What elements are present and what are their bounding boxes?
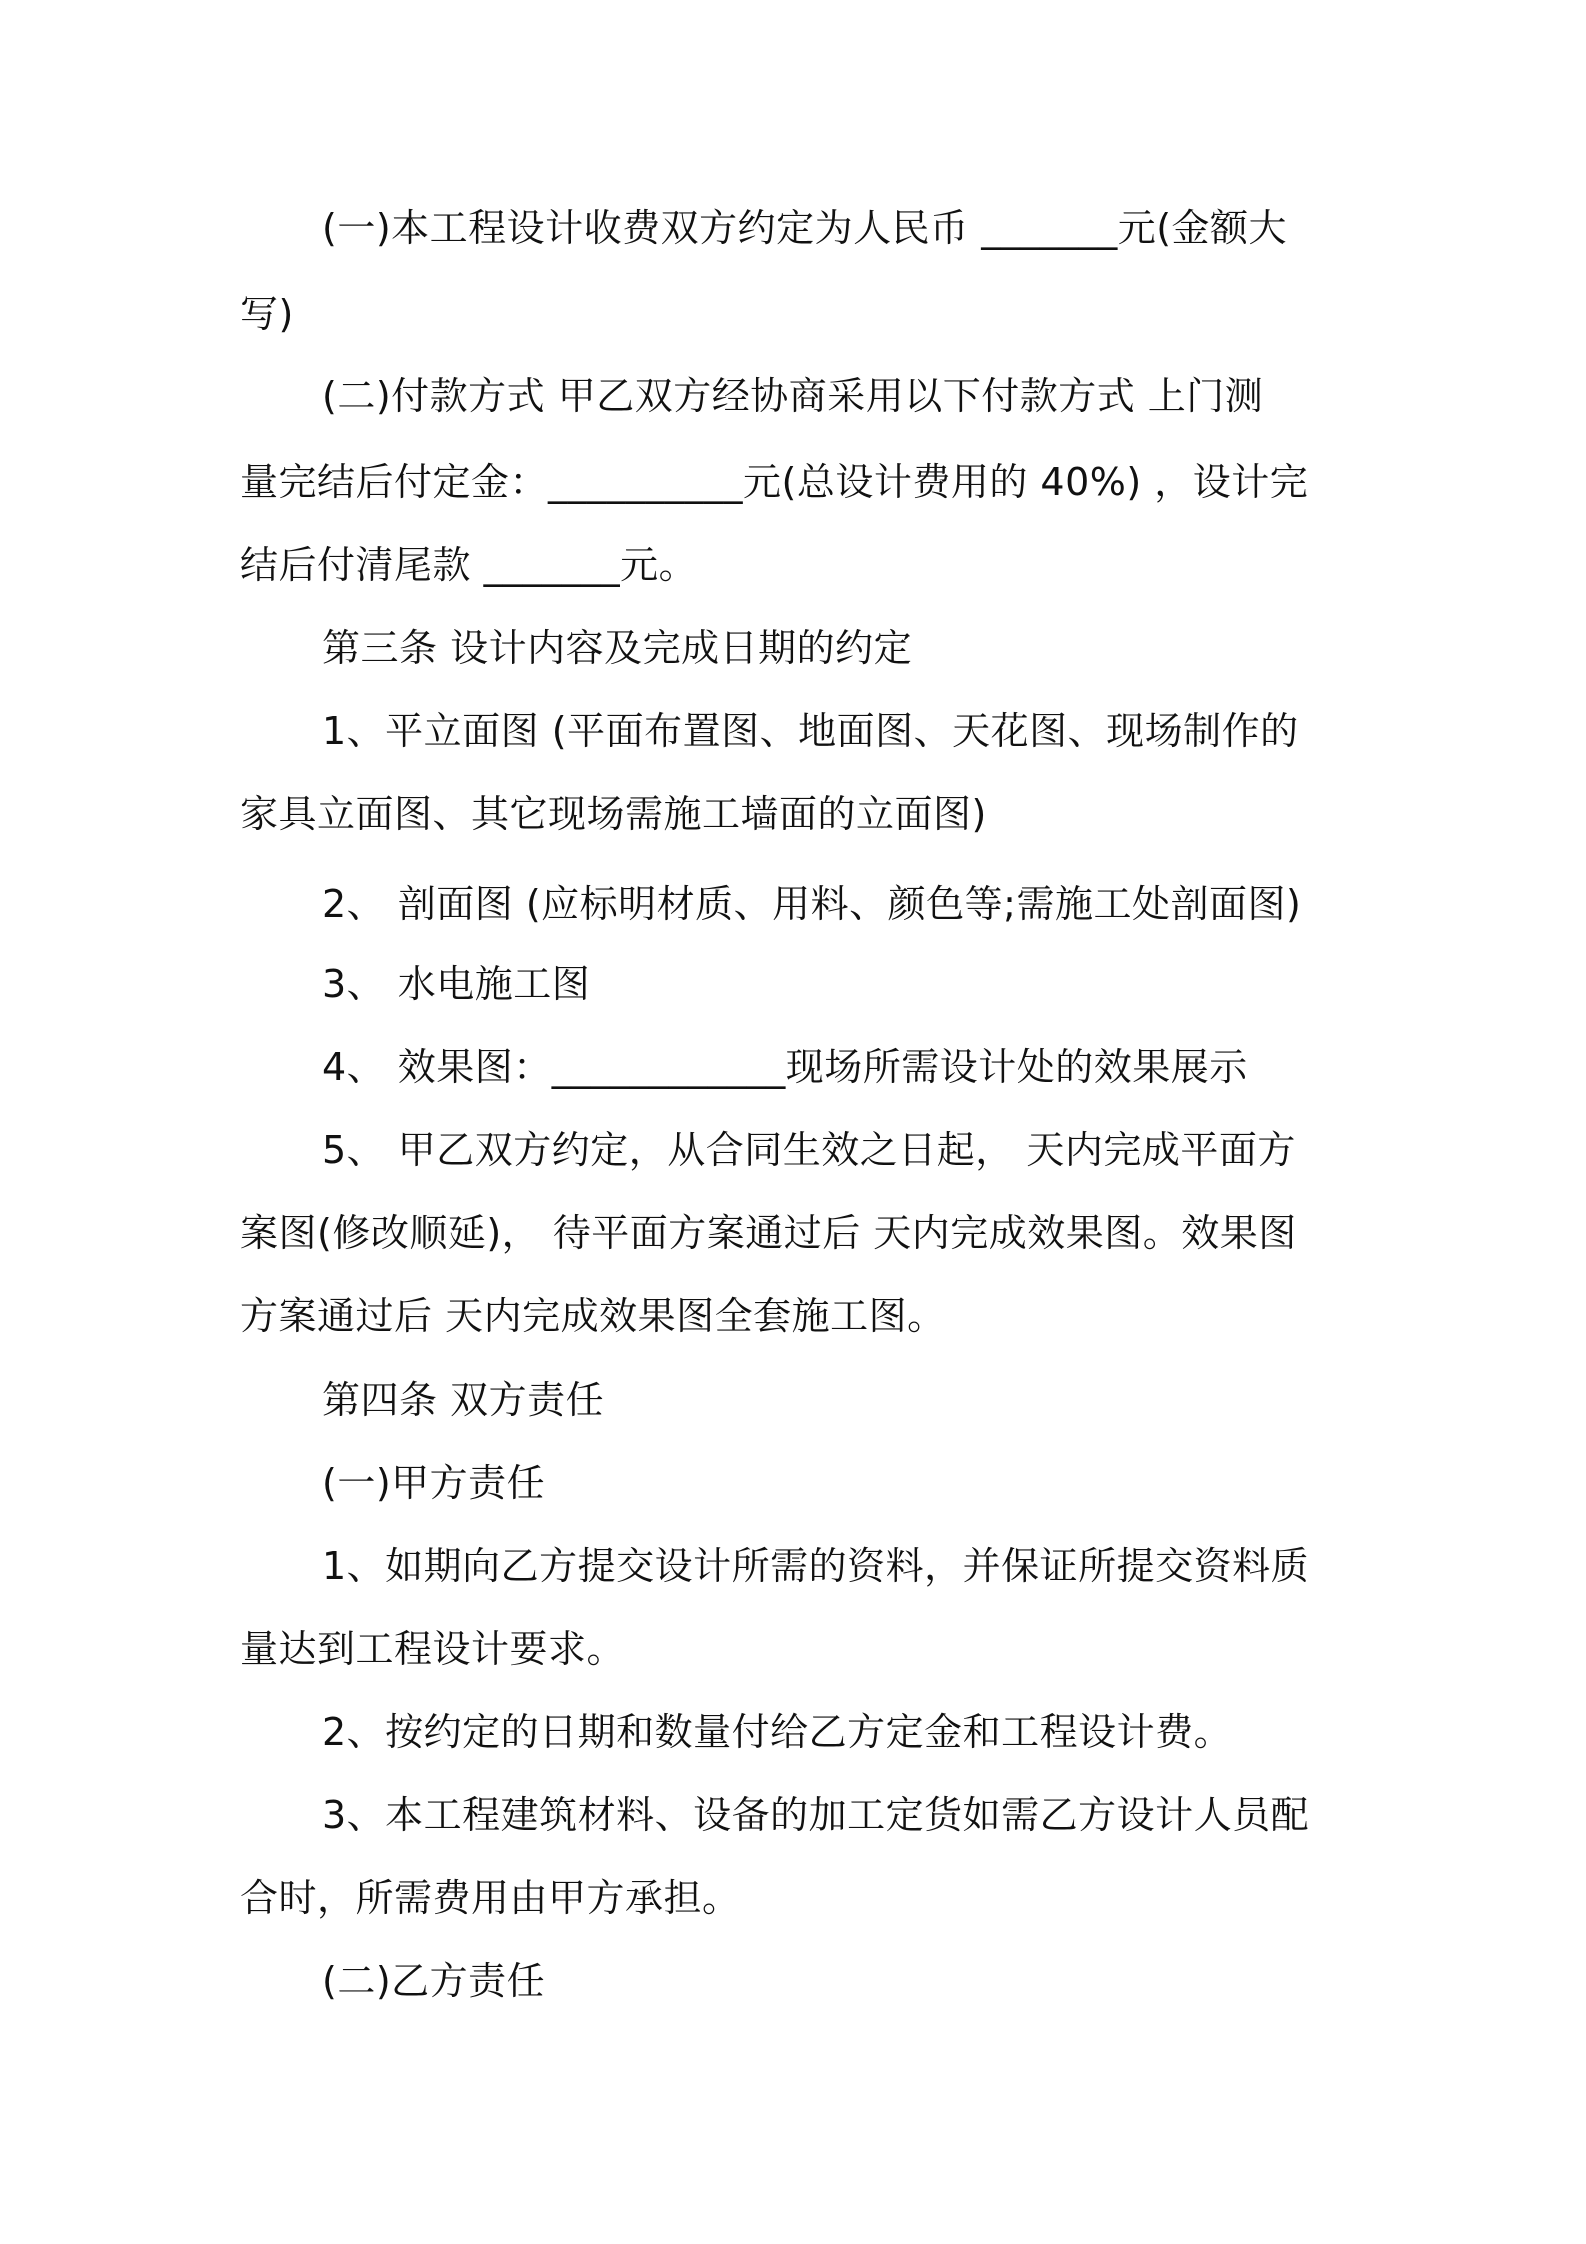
clause-1-fee-line-1: (一)本工程设计收费双方约定为人民币 _______元(金额大: [322, 206, 1288, 250]
item-3: 3、 水电施工图: [322, 962, 591, 1006]
item-5-line-3: 方案通过后 天内完成效果图全套施工图。: [240, 1294, 946, 1338]
clause-2-payment-line-1: (二)付款方式 甲乙双方经协商采用以下付款方式 上门测: [322, 374, 1264, 418]
item-4: 4、 效果图：____________现场所需设计处的效果展示: [322, 1045, 1248, 1089]
party-b-heading: (二)乙方责任: [322, 1959, 546, 2003]
item-5-line-2: 案图(修改顺延)， 待平面方案通过后 天内完成效果图。效果图: [240, 1211, 1297, 1255]
item-2: 2、 剖面图 (应标明材质、用料、颜色等;需施工处剖面图): [322, 882, 1302, 926]
clause-2-payment-line-3: 结后付清尾款 _______元。: [240, 543, 698, 587]
item-5-line-1: 5、 甲乙双方约定，从合同生效之日起， 天内完成平面方: [322, 1128, 1296, 1172]
item-1-line-1: 1、平立面图 (平面布置图、地面图、天花图、现场制作的: [322, 709, 1299, 753]
article-4-heading: 第四条 双方责任: [322, 1378, 605, 1422]
clause-1-fee-line-2: 写): [240, 292, 294, 336]
party-a-item-1-line-2: 量达到工程设计要求。: [240, 1627, 626, 1671]
item-1-line-2: 家具立面图、其它现场需施工墙面的立面图): [240, 792, 987, 836]
party-a-item-3-line-2: 合时，所需费用由甲方承担。: [240, 1876, 741, 1920]
party-a-heading: (一)甲方责任: [322, 1461, 546, 1505]
party-a-item-1-line-1: 1、如期向乙方提交设计所需的资料，并保证所提交资料质: [322, 1544, 1310, 1588]
party-a-item-2: 2、按约定的日期和数量付给乙方定金和工程设计费。: [322, 1710, 1233, 1754]
article-3-heading: 第三条 设计内容及完成日期的约定: [322, 626, 913, 670]
party-a-item-3-line-1: 3、本工程建筑材料、设备的加工定货如需乙方设计人员配: [322, 1793, 1310, 1837]
clause-2-payment-line-2: 量完结后付定金：__________元(总设计费用的 40%) ，设计完: [240, 460, 1309, 504]
